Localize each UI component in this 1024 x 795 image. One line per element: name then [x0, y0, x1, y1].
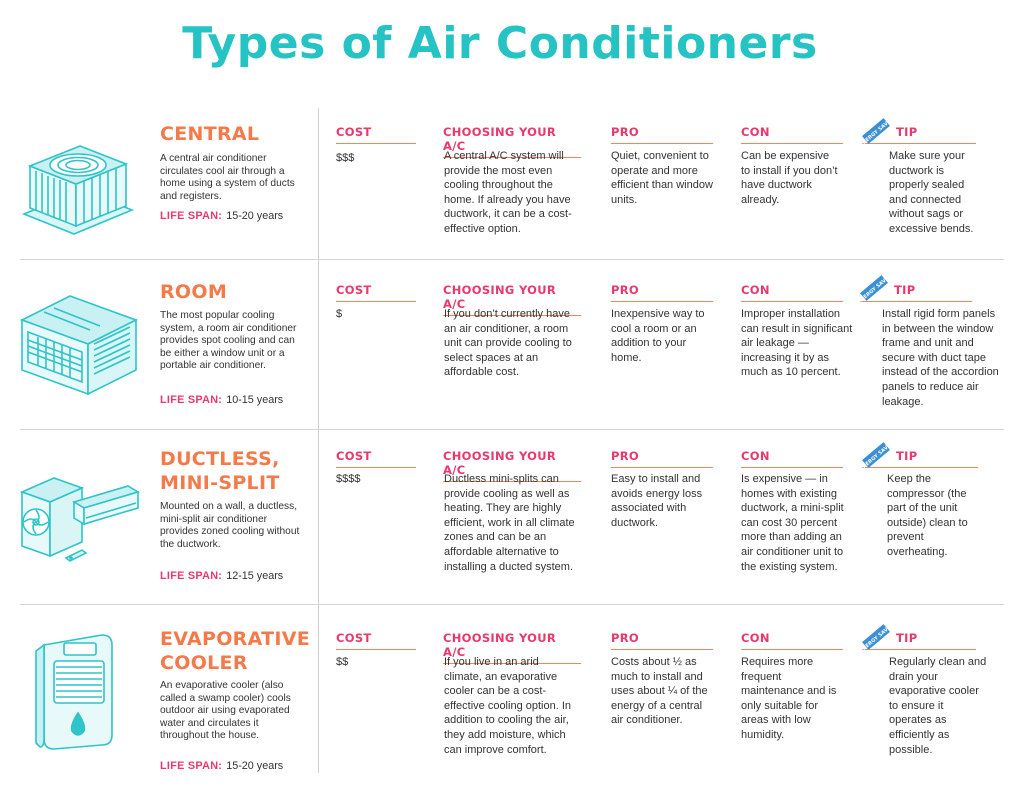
energy-saver-badge-text: ENERGY SAVER — [858, 622, 896, 655]
ac-type-description: The most popular cooling system, a room air conditioner provides spot cooling and can be either a window unit or a portable air conditioner. — [160, 310, 297, 372]
choosing-header: CHOOSING YOUR A/C — [443, 125, 581, 158]
energy-saver-badge-text: ENERGY SAVER — [858, 440, 896, 473]
con-text: Can be expensive to install if you don’t have ductwork already. — [741, 150, 838, 206]
mini-split-unit-icon — [14, 458, 144, 578]
con-header: CON — [741, 631, 843, 650]
pro-header: PRO — [611, 631, 713, 650]
pro-text: Inexpensive way to cool a room or an addition to your home. — [611, 308, 705, 364]
energy-saver-badge-text: ENERGY SAVER — [856, 273, 894, 306]
column-divider — [318, 108, 319, 773]
life-span — [160, 394, 310, 406]
tip-text: Make sure your ductwork is properly sealed and connected without sags or excessive bends. — [889, 150, 974, 235]
life-span-label: LIFE SPAN: — [160, 394, 223, 406]
page-title: Types of Air Conditioners — [182, 18, 818, 69]
row-divider — [20, 604, 1004, 605]
ac-type-name: CENTRAL — [160, 123, 260, 145]
tip-header: TIP — [862, 631, 976, 650]
life-span — [160, 760, 310, 772]
choosing-text: If you live in an arid climate, an evaporative cooler can be a cost-effective cooling option. In addition to cooling the air, they add moisture, which can improve comfort. — [444, 656, 571, 756]
life-span — [160, 570, 310, 582]
pro-text: Costs about ½ as much to install and uses about ¼ of the energy of a central air conditioner. — [611, 656, 708, 727]
window-ac-unit-icon — [14, 282, 144, 402]
choosing-header: CHOOSING YOUR A/C — [443, 631, 581, 664]
con-header: CON — [741, 125, 843, 144]
energy-saver-badge-icon — [858, 440, 896, 473]
choosing-header: CHOOSING YOUR A/C — [443, 283, 581, 316]
life-span-label: LIFE SPAN: — [160, 570, 223, 582]
con-header: CON — [741, 283, 843, 302]
pro-text: Quiet, convenient to operate and more efficient than window units. — [611, 150, 713, 206]
energy-saver-badge-icon — [858, 116, 896, 149]
ac-type-name: DUCTLESS, MINI-SPLIT — [160, 448, 280, 494]
pro-header: PRO — [611, 283, 713, 302]
life-span — [160, 210, 310, 222]
cost-value: $$$$ — [336, 473, 361, 485]
cost-header: COST — [336, 449, 416, 468]
row-divider — [20, 259, 1004, 260]
row-divider — [20, 429, 1004, 430]
ac-type-name: ROOM — [160, 281, 228, 303]
pro-header: PRO — [611, 125, 713, 144]
choosing-text: A central A/C system will provide the most even cooling throughout the home. If already you have ductwork, it can be a cost-effective option. — [444, 150, 572, 235]
life-span-value: 15-20 years — [226, 760, 284, 772]
choosing-text: Ductless mini-splits can provide cooling as well as heating. They are highly efficient, work in all climate zones and can be an affordable alternative to installing a ducted system. — [444, 473, 575, 573]
life-span-value: 10-15 years — [226, 394, 284, 406]
central-ac-unit-icon — [14, 126, 144, 246]
tip-header: TIP — [862, 449, 978, 468]
ac-type-name: EVAPORATIVE COOLER — [160, 628, 311, 674]
choosing-header: CHOOSING YOUR A/C — [443, 449, 581, 482]
pro-text: Easy to install and avoids energy loss associated with ductwork. — [611, 473, 703, 529]
evaporative-cooler-icon — [14, 631, 144, 751]
cost-header: COST — [336, 283, 416, 302]
energy-saver-badge-icon — [858, 622, 896, 655]
life-span-value: 12-15 years — [226, 570, 284, 582]
life-span-label: LIFE SPAN: — [160, 760, 223, 772]
ac-type-description: A central air conditioner circulates cool air through a home using a system of ducts and registers. — [160, 153, 295, 202]
energy-saver-badge-text: ENERGY SAVER — [858, 116, 896, 149]
life-span-label: LIFE SPAN: — [160, 210, 223, 222]
con-header: CON — [741, 449, 843, 468]
pro-header: PRO — [611, 449, 713, 468]
tip-header: TIP — [862, 125, 976, 144]
cost-header: COST — [336, 125, 416, 144]
cost-value: $ — [336, 308, 343, 320]
cost-value: $$$ — [336, 152, 355, 164]
con-text: Is expensive — in homes with existing ductwork, a mini-split can cost 30 percent more than adding an air conditioner unit to the existing system. — [741, 473, 844, 573]
con-text: Requires more frequent maintenance and is only suitable for areas with low humidity. — [741, 656, 837, 741]
cost-header: COST — [336, 631, 416, 650]
life-span-value: 15-20 years — [226, 210, 284, 222]
ac-type-description: An evaporative cooler (also called a swamp cooler) cools outdoor air using evaporated water and circulates it throughout the house. — [160, 680, 291, 742]
tip-text: Keep the compressor (the part of the unit outside) clean to prevent overheating. — [887, 473, 968, 558]
tip-text: Install rigid form panels in between the window frame and unit and secure with duct tape instead of the accordion panels to reduce air leakage. — [882, 308, 999, 408]
energy-saver-badge-icon — [856, 273, 894, 306]
tip-header: TIP — [860, 283, 972, 302]
con-text: Improper installation can result in significant air leakage — increasing it by as much as 10 percent. — [741, 308, 853, 379]
choosing-text: If you don’t currently have an air conditioner, a room unit can provide cooling to select spaces at an affordable cost. — [444, 308, 572, 379]
ac-type-description: Mounted on a wall, a ductless, mini-split air conditioner provides zoned cooling without the ductwork. — [160, 501, 300, 550]
cost-value: $$ — [336, 656, 349, 668]
tip-text: Regularly clean and drain your evaporative cooler to ensure it operates as efficiently as possible. — [889, 656, 987, 756]
